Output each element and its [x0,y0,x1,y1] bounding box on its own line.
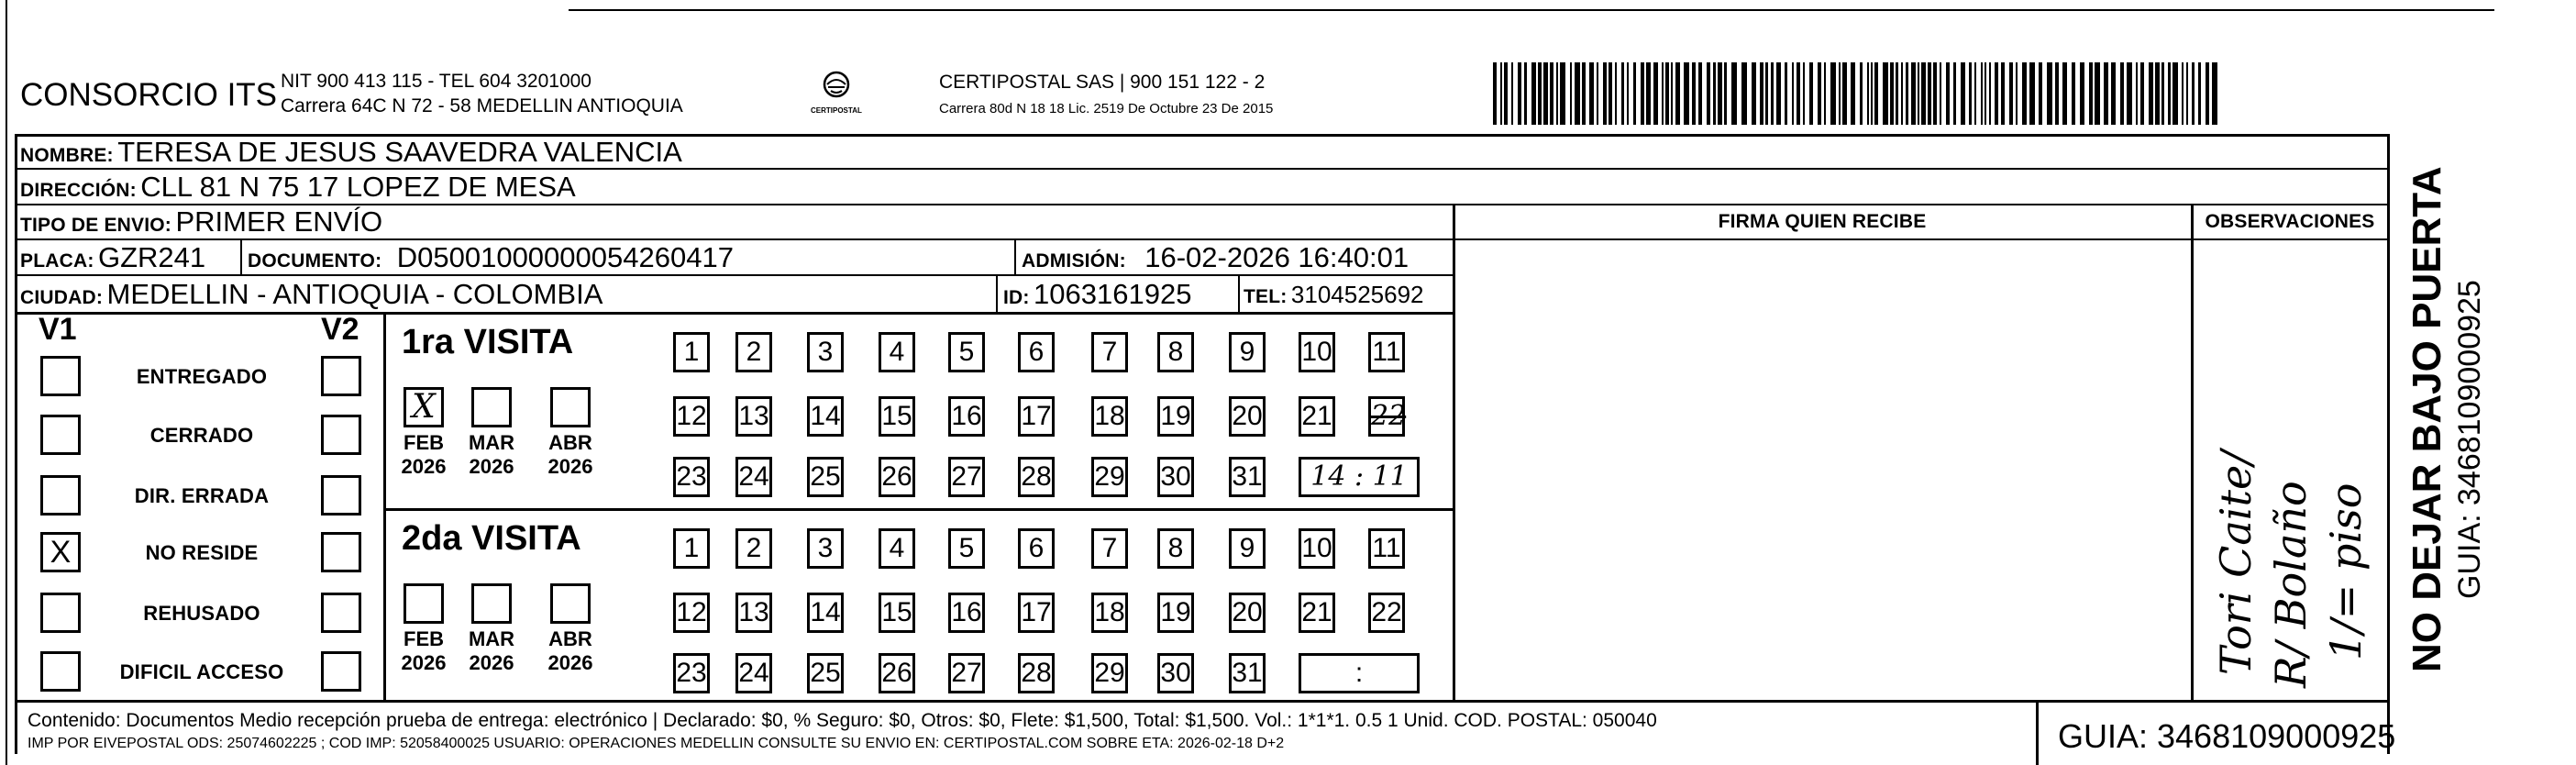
no-dejar-warning: NO DEJAR BAJO PUERTA [2405,166,2449,672]
barcode-bar [1830,62,1836,125]
barcode-bar [1662,62,1664,125]
day-box[interactable]: 21 [1299,396,1335,437]
barcode-bar [1615,62,1617,125]
day-box[interactable]: 14 [807,396,844,437]
barcode-bar [2182,62,2184,125]
day-box[interactable]: 11 [1368,332,1405,372]
barcode-bar [1665,62,1669,125]
barcode-bar [2140,62,2144,125]
day-box[interactable]: 11 [1368,528,1405,569]
barcode-bar [1500,62,1502,125]
day-box[interactable]: 1 [673,528,710,569]
barcode-bar [2072,62,2075,125]
day-box[interactable]: 3 [807,332,844,372]
barcode-bar [1842,62,1847,125]
barcode-bar [1560,62,1565,125]
day-box[interactable]: 17 [1018,593,1055,633]
barcode-bar [1989,62,1991,125]
visit-time-box[interactable]: 14 : 11 [1299,457,1420,497]
barcode-bar [2192,62,2195,125]
tipo-envio-label: TIPO DE ENVIO: [20,215,171,236]
day-box[interactable]: 7 [1091,528,1128,569]
day-box[interactable]: 1 [673,332,710,372]
v2-checkbox[interactable] [321,532,361,572]
certipostal-line1: CERTIPOSTAL SAS | 900 151 122 - 2 [939,72,1266,93]
barcode-bar [1692,62,1696,125]
barcode-bar [1633,62,1636,125]
barcode-bar [1671,62,1673,125]
v1-checkbox[interactable] [40,475,81,516]
day-box[interactable]: 28 [1018,653,1055,693]
day-box[interactable]: 28 [1018,457,1055,497]
firma-header: FIRMA QUIEN RECIBE [1718,211,1927,232]
year-label: 2026 [401,651,447,674]
day-box[interactable]: 22 [1368,593,1405,633]
day-box[interactable]: 29 [1091,457,1128,497]
barcode-bar [1771,62,1774,125]
day-box[interactable]: 2 [735,528,772,569]
barcode-bar [1890,62,1894,125]
placa-field [20,240,205,275]
barcode-bar [1653,62,1658,125]
day-box[interactable]: 31 [1229,653,1266,693]
barcode-bar [1641,62,1644,125]
barcode-bar [1809,62,1813,125]
footer-guia: GUIA: 3468109000925 [2058,717,2396,755]
barcode-bar [1940,62,1941,125]
tipo-envio-field [20,205,382,238]
barcode-bar [1839,62,1841,125]
v1-checkbox[interactable] [40,415,81,455]
barcode-bar [2080,62,2084,125]
frame-right [2387,134,2390,754]
day-box[interactable]: 17 [1018,396,1055,437]
barcode-bar [1961,62,1965,125]
barcode-bar [1582,62,1586,125]
day-box[interactable]: 24 [735,653,772,693]
barcode-bar [1785,62,1787,125]
signature-area [1458,244,2186,697]
tel-label: TEL: [1244,286,1288,307]
side-guia: GUIA: 3468109000925 [2452,280,2487,599]
day-box[interactable]: 3 [807,528,844,569]
barcode-bar [2062,62,2067,125]
v1-label: V1 [39,312,77,347]
barcode-bar [1946,62,1950,125]
day-box[interactable]: 30 [1157,653,1194,693]
barcode-bar [1741,62,1747,125]
day-box[interactable]: 14 [807,593,844,633]
frame-left [15,134,17,754]
barcode-bar [1921,62,1926,125]
barcode-bar [2198,62,2201,125]
barcode-bar [1707,62,1710,125]
month-checkbox[interactable]: X [404,387,444,427]
direccion-label: DIRECCIÓN: [20,180,137,201]
barcode-bar [1803,62,1805,125]
admision-value: 16-02-2026 16:40:01 [1144,241,1410,273]
id-field [1003,276,1191,313]
nombre-field [20,136,682,169]
month-checkbox[interactable] [404,583,444,624]
barcode-bar [2172,62,2178,125]
barcode-bar [1713,62,1716,125]
v1-checkbox[interactable] [40,356,81,396]
barcode-bar [1871,62,1873,125]
barcode-bar [1543,62,1548,125]
day-box[interactable]: 9 [1229,332,1266,372]
barcode-bar [1995,62,1998,125]
barcode-bar [1797,62,1800,125]
nit-line: NIT 900 413 115 - TEL 604 3201000 [281,71,591,92]
day-box[interactable]: 18 [1091,593,1128,633]
barcode-bar [2009,62,2013,125]
ciudad-label: CIUDAD: [20,287,104,308]
barcode-bar [1896,62,1898,125]
barcode-bar [1906,62,1908,125]
barcode-bar [1824,62,1826,125]
barcode-bar [1675,62,1680,125]
barcode-bar [1597,62,1598,125]
barcode-bar [1518,62,1521,125]
year-label: 2026 [401,455,447,478]
handwritten-line3: 1/= piso [2321,482,2371,660]
day-box[interactable]: 8 [1157,332,1194,372]
day-box[interactable]: 20 [1229,396,1266,437]
barcode-bar [1646,62,1651,125]
day-box[interactable]: 27 [948,457,985,497]
placa-label: PLACA: [20,250,94,272]
day-box[interactable]: 24 [735,457,772,497]
barcode-bar [1776,62,1781,125]
day-box[interactable]: 16 [948,396,985,437]
ciudad-field [20,276,603,313]
barcode-bar [1589,62,1594,125]
status-option-label: DIFICIL ACCESO [119,660,284,683]
month-label: ABR [548,627,592,650]
nombre-value: TERESA DE JESUS SAAVEDRA VALENCIA [117,136,682,168]
barcode-bar [1981,62,1983,125]
day-box[interactable]: 18 [1091,396,1128,437]
month-checkbox[interactable] [471,583,512,624]
barcode-bar [1718,62,1722,125]
month-label: MAR [468,431,515,454]
observaciones-header: OBSERVACIONES [2205,211,2375,232]
day-box[interactable]: 9 [1229,528,1266,569]
id-value: 1063161925 [1034,278,1192,310]
barcode-bar [2120,62,2124,125]
year-label: 2026 [469,455,514,478]
barcode-bar [1851,62,1855,125]
barcode-bar [1918,62,1919,125]
day-box[interactable]: 16 [948,593,985,633]
day-box[interactable]: 19 [1157,396,1194,437]
barcode-bar [1974,62,1976,125]
barcode-bar [1627,62,1629,125]
barcode-bar [1538,62,1542,125]
status-option-label: ENTREGADO [136,365,268,388]
day-box[interactable]: 25 [807,457,844,497]
barcode-bar [2104,62,2108,125]
footer-contenido: Contenido: Documentos Medio recepción prueba de entrega: electrónico | Declarado: $0, % Seguro: $0, Otros: $0, Flete: $1,500, Total: $1,500. Vol.: 1*1*1. 0.5 1 Unid. COD. POSTAL: 050040 [28,710,1657,731]
barcode-bar [1724,62,1727,125]
month-label: ABR [548,431,592,454]
direccion-value: CLL 81 N 75 17 LOPEZ DE MESA [140,171,576,203]
day-box[interactable]: 21 [1299,593,1335,633]
barcode-bar [1928,62,1931,125]
placa-value: GZR241 [97,241,206,273]
v1-checkbox[interactable] [40,651,81,692]
documento-field [248,240,734,275]
visit-time-box[interactable]: : [1299,653,1420,693]
day-box[interactable]: 13 [735,593,772,633]
v2-checkbox[interactable] [321,593,361,633]
status-option-label: NO RESIDE [145,541,259,564]
barcode-bar [1556,62,1558,125]
year-label: 2026 [469,651,514,674]
visit-title: 2da VISITA [402,519,581,558]
barcode-bar [2095,62,2100,125]
barcode-bar [1570,62,1572,125]
day-box[interactable]: 23 [673,653,710,693]
day-box[interactable]: 13 [735,396,772,437]
day-box[interactable]: 26 [879,457,915,497]
barcode-bar [2186,62,2188,125]
barcode-bar [2001,62,2005,125]
documento-value: D05001000000054260417 [396,241,734,273]
status-option-label: REHUSADO [143,602,260,625]
month-checkbox[interactable] [471,387,512,427]
barcode-bar [1860,62,1863,125]
barcode-bar [1985,62,1986,125]
month-label: MAR [468,627,515,650]
barcode-bar [1818,62,1821,125]
v2-checkbox[interactable] [321,356,361,396]
documento-label: DOCUMENTO: [248,250,382,272]
v2-checkbox[interactable] [321,475,361,516]
barcode-bar [2022,62,2027,125]
barcode-bar [1603,62,1607,125]
barcode-bar [1911,62,1916,125]
year-label: 2026 [547,455,593,478]
scan-edge-left [6,0,7,765]
day-box[interactable]: 2 [735,332,772,372]
day-box[interactable]: 12 [673,593,710,633]
admision-field [1022,240,1409,275]
barcode-bar [2168,62,2171,125]
barcode-bar [2111,62,2116,125]
day-box[interactable]: 26 [879,653,915,693]
footer-imp-line: IMP POR EIVEPOSTAL ODS: 25074602225 ; COD IMP: 52058400025 USUARIO: OPERACIONES MEDELLIN CONSULTE SU ENVIO EN: CERTIPOSTAL.COM SOBRE ETA: 2026-02-18 D+2 [28,736,1285,751]
barcode-bar [1511,62,1513,125]
day-box[interactable]: 25 [807,653,844,693]
barcode-bar [1493,62,1497,125]
barcode-bar [1550,62,1553,125]
barcode-bar [1760,62,1763,125]
scan-edge [569,9,2494,11]
barcode-bar [1867,62,1869,125]
day-box[interactable]: 15 [879,396,915,437]
direccion-field [20,170,576,204]
day-box[interactable]: 10 [1299,528,1335,569]
day-box[interactable]: 27 [948,653,985,693]
nombre-label: NOMBRE: [20,145,114,166]
barcode-bar [1901,62,1903,125]
barcode-bar [1765,62,1768,125]
tel-value: 3104525692 [1290,281,1424,308]
barcode-bar [2047,62,2052,125]
handwritten-line2: R/ Bolaño [2266,481,2316,688]
v2-checkbox[interactable] [321,415,361,455]
barcode-bar [1684,62,1689,125]
barcode-bar [2155,62,2160,125]
barcode-bar [1575,62,1580,125]
day-box[interactable]: 4 [879,528,915,569]
barcode-bar [1531,62,1536,125]
day-box[interactable]: 6 [1018,528,1055,569]
barcode [1493,62,2222,125]
barcode-bar [1883,62,1888,125]
day-box[interactable]: 7 [1091,332,1128,372]
barcode-bar [2016,62,2018,125]
barcode-bar [1874,62,1878,125]
v1-checkbox[interactable] [40,593,81,633]
barcode-bar [1524,62,1527,125]
visit-title: 1ra VISITA [402,323,574,361]
day-box[interactable]: 19 [1157,593,1194,633]
certipostal-line2: Carrera 80d N 18 18 Lic. 2519 De Octubre 23 De 2015 [939,101,1274,116]
tipo-envio-value: PRIMER ENVÍO [175,205,383,238]
barcode-bar [2089,62,2093,125]
month-label: FEB [404,627,444,650]
barcode-bar [2212,62,2217,125]
day-box[interactable]: 12 [673,396,710,437]
v2-checkbox[interactable] [321,651,361,692]
barcode-bar [2206,62,2209,125]
day-box[interactable]: 10 [1299,332,1335,372]
barcode-bar [1504,62,1508,125]
v1-checkbox[interactable]: X [40,532,81,572]
day-box[interactable]: 31 [1229,457,1266,497]
day-box[interactable]: 15 [879,593,915,633]
day-box[interactable]: 4 [879,332,915,372]
day-box[interactable]: 22 [1368,396,1405,437]
barcode-bar [2029,62,2035,125]
day-box[interactable]: 23 [673,457,710,497]
day-box[interactable]: 29 [1091,653,1128,693]
v2-label: V2 [321,312,359,347]
year-label: 2026 [547,651,593,674]
day-box[interactable]: 8 [1157,528,1194,569]
tel-field [1244,276,1424,313]
ciudad-value: MEDELLIN - ANTIOQUIA - COLOMBIA [106,278,603,310]
barcode-bar [2039,62,2042,125]
handwritten-line1: Tori Caite/ [2211,450,2261,675]
month-checkbox[interactable] [550,387,591,427]
barcode-bar [1969,62,1972,125]
barcode-bar [1609,62,1612,125]
admision-label: ADMISIÓN: [1022,250,1126,272]
barcode-bar [1953,62,1956,125]
barcode-bar [2149,62,2153,125]
day-box[interactable]: 6 [1018,332,1055,372]
barcode-bar [2161,62,2164,125]
observaciones-area [2196,244,2385,697]
id-label: ID: [1003,287,1030,308]
day-box[interactable]: 5 [948,528,985,569]
day-box[interactable]: 5 [948,332,985,372]
barcode-bar [1698,62,1702,125]
barcode-bar [1933,62,1937,125]
barcode-bar [1792,62,1794,125]
barcode-bar [2055,62,2059,125]
barcode-bar [1752,62,1756,125]
month-label: FEB [404,431,444,454]
day-box[interactable]: 30 [1157,457,1194,497]
day-box[interactable]: 20 [1229,593,1266,633]
barcode-bar [1731,62,1737,125]
month-checkbox[interactable] [550,583,591,624]
barcode-bar [2127,62,2132,125]
status-option-label: CERRADO [149,424,254,447]
barcode-bar [1621,62,1624,125]
company-name: CONSORCIO ITS [20,77,278,113]
logo-text: CERTIPOSTAL [811,106,862,115]
barcode-bar [2136,62,2138,125]
status-option-label: DIR. ERRADA [134,484,270,507]
address-line: Carrera 64C N 72 - 58 MEDELLIN ANTIOQUIA [281,95,683,116]
